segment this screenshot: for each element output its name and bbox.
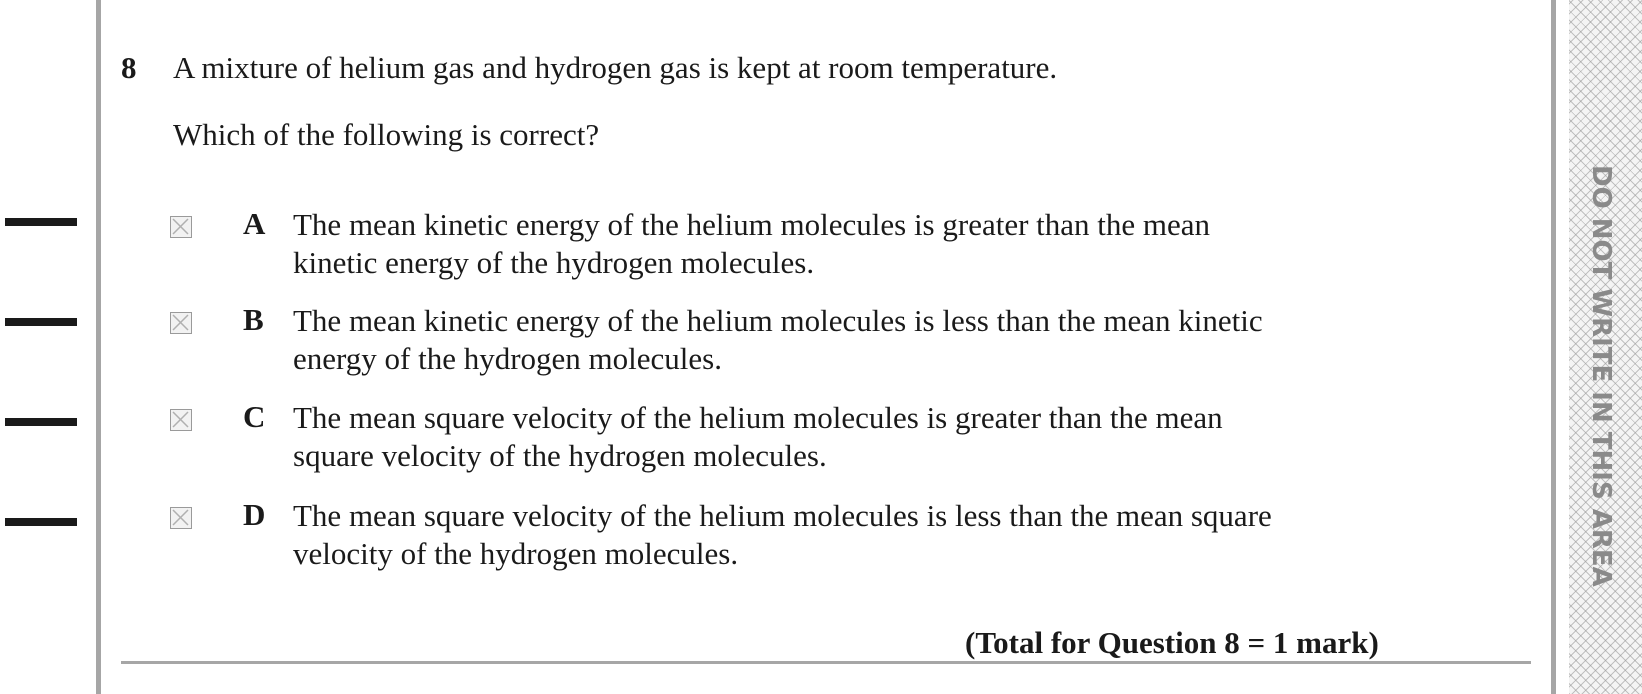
option-text-line: kinetic energy of the hydrogen molecules. (293, 245, 815, 280)
answer-checkbox-b[interactable] (170, 312, 192, 334)
checkbox-cross-icon (171, 217, 190, 236)
answer-checkbox-c[interactable] (170, 409, 192, 431)
question-stem: A mixture of helium gas and hydrogen gas is kept at room temperature. (173, 50, 1058, 85)
checkbox-cross-icon (171, 410, 190, 429)
answer-option-c (170, 399, 1370, 485)
option-text-line: The mean kinetic energy of the helium molecules is greater than the mean (293, 207, 1211, 242)
question-divider (121, 661, 1531, 664)
left-margin-rule (96, 0, 101, 694)
margin-tick-mark (5, 218, 77, 226)
option-text (293, 302, 1393, 378)
option-text-line: The mean kinetic energy of the helium molecules is less than the mean kinetic (293, 303, 1263, 338)
option-text-line: The mean square velocity of the helium molecules is greater than the mean (293, 400, 1223, 435)
question-prompt: Which of the following is correct? (173, 117, 600, 152)
option-letter: A (243, 206, 266, 241)
answer-option-a (170, 206, 1370, 292)
answer-checkbox-a[interactable] (170, 216, 192, 238)
option-text (293, 497, 1393, 573)
margin-tick-mark (5, 318, 77, 326)
checkbox-cross-icon (171, 313, 190, 332)
margin-tick-mark (5, 418, 77, 426)
option-text-line: The mean square velocity of the helium molecules is less than the mean square (293, 498, 1272, 533)
answer-checkbox-d[interactable] (170, 507, 192, 529)
margin-tick-mark (5, 518, 77, 526)
answer-option-d (170, 497, 1370, 583)
answer-option-b (170, 302, 1370, 388)
option-letter: B (243, 302, 264, 337)
question-total-marks: (Total for Question 8 = 1 mark) (965, 625, 1379, 660)
option-text (293, 206, 1393, 282)
option-text (293, 399, 1393, 475)
option-text-line: square velocity of the hydrogen molecules. (293, 438, 827, 473)
option-letter: D (243, 497, 266, 532)
option-text-line: velocity of the hydrogen molecules. (293, 536, 739, 571)
do-not-write-label: DO NOT WRITE IN THIS AREA (1586, 165, 1616, 587)
question-number: 8 (121, 50, 137, 85)
right-margin-rule (1551, 0, 1556, 694)
option-letter: C (243, 399, 266, 434)
checkbox-cross-icon (171, 508, 190, 527)
option-text-line: energy of the hydrogen molecules. (293, 341, 722, 376)
